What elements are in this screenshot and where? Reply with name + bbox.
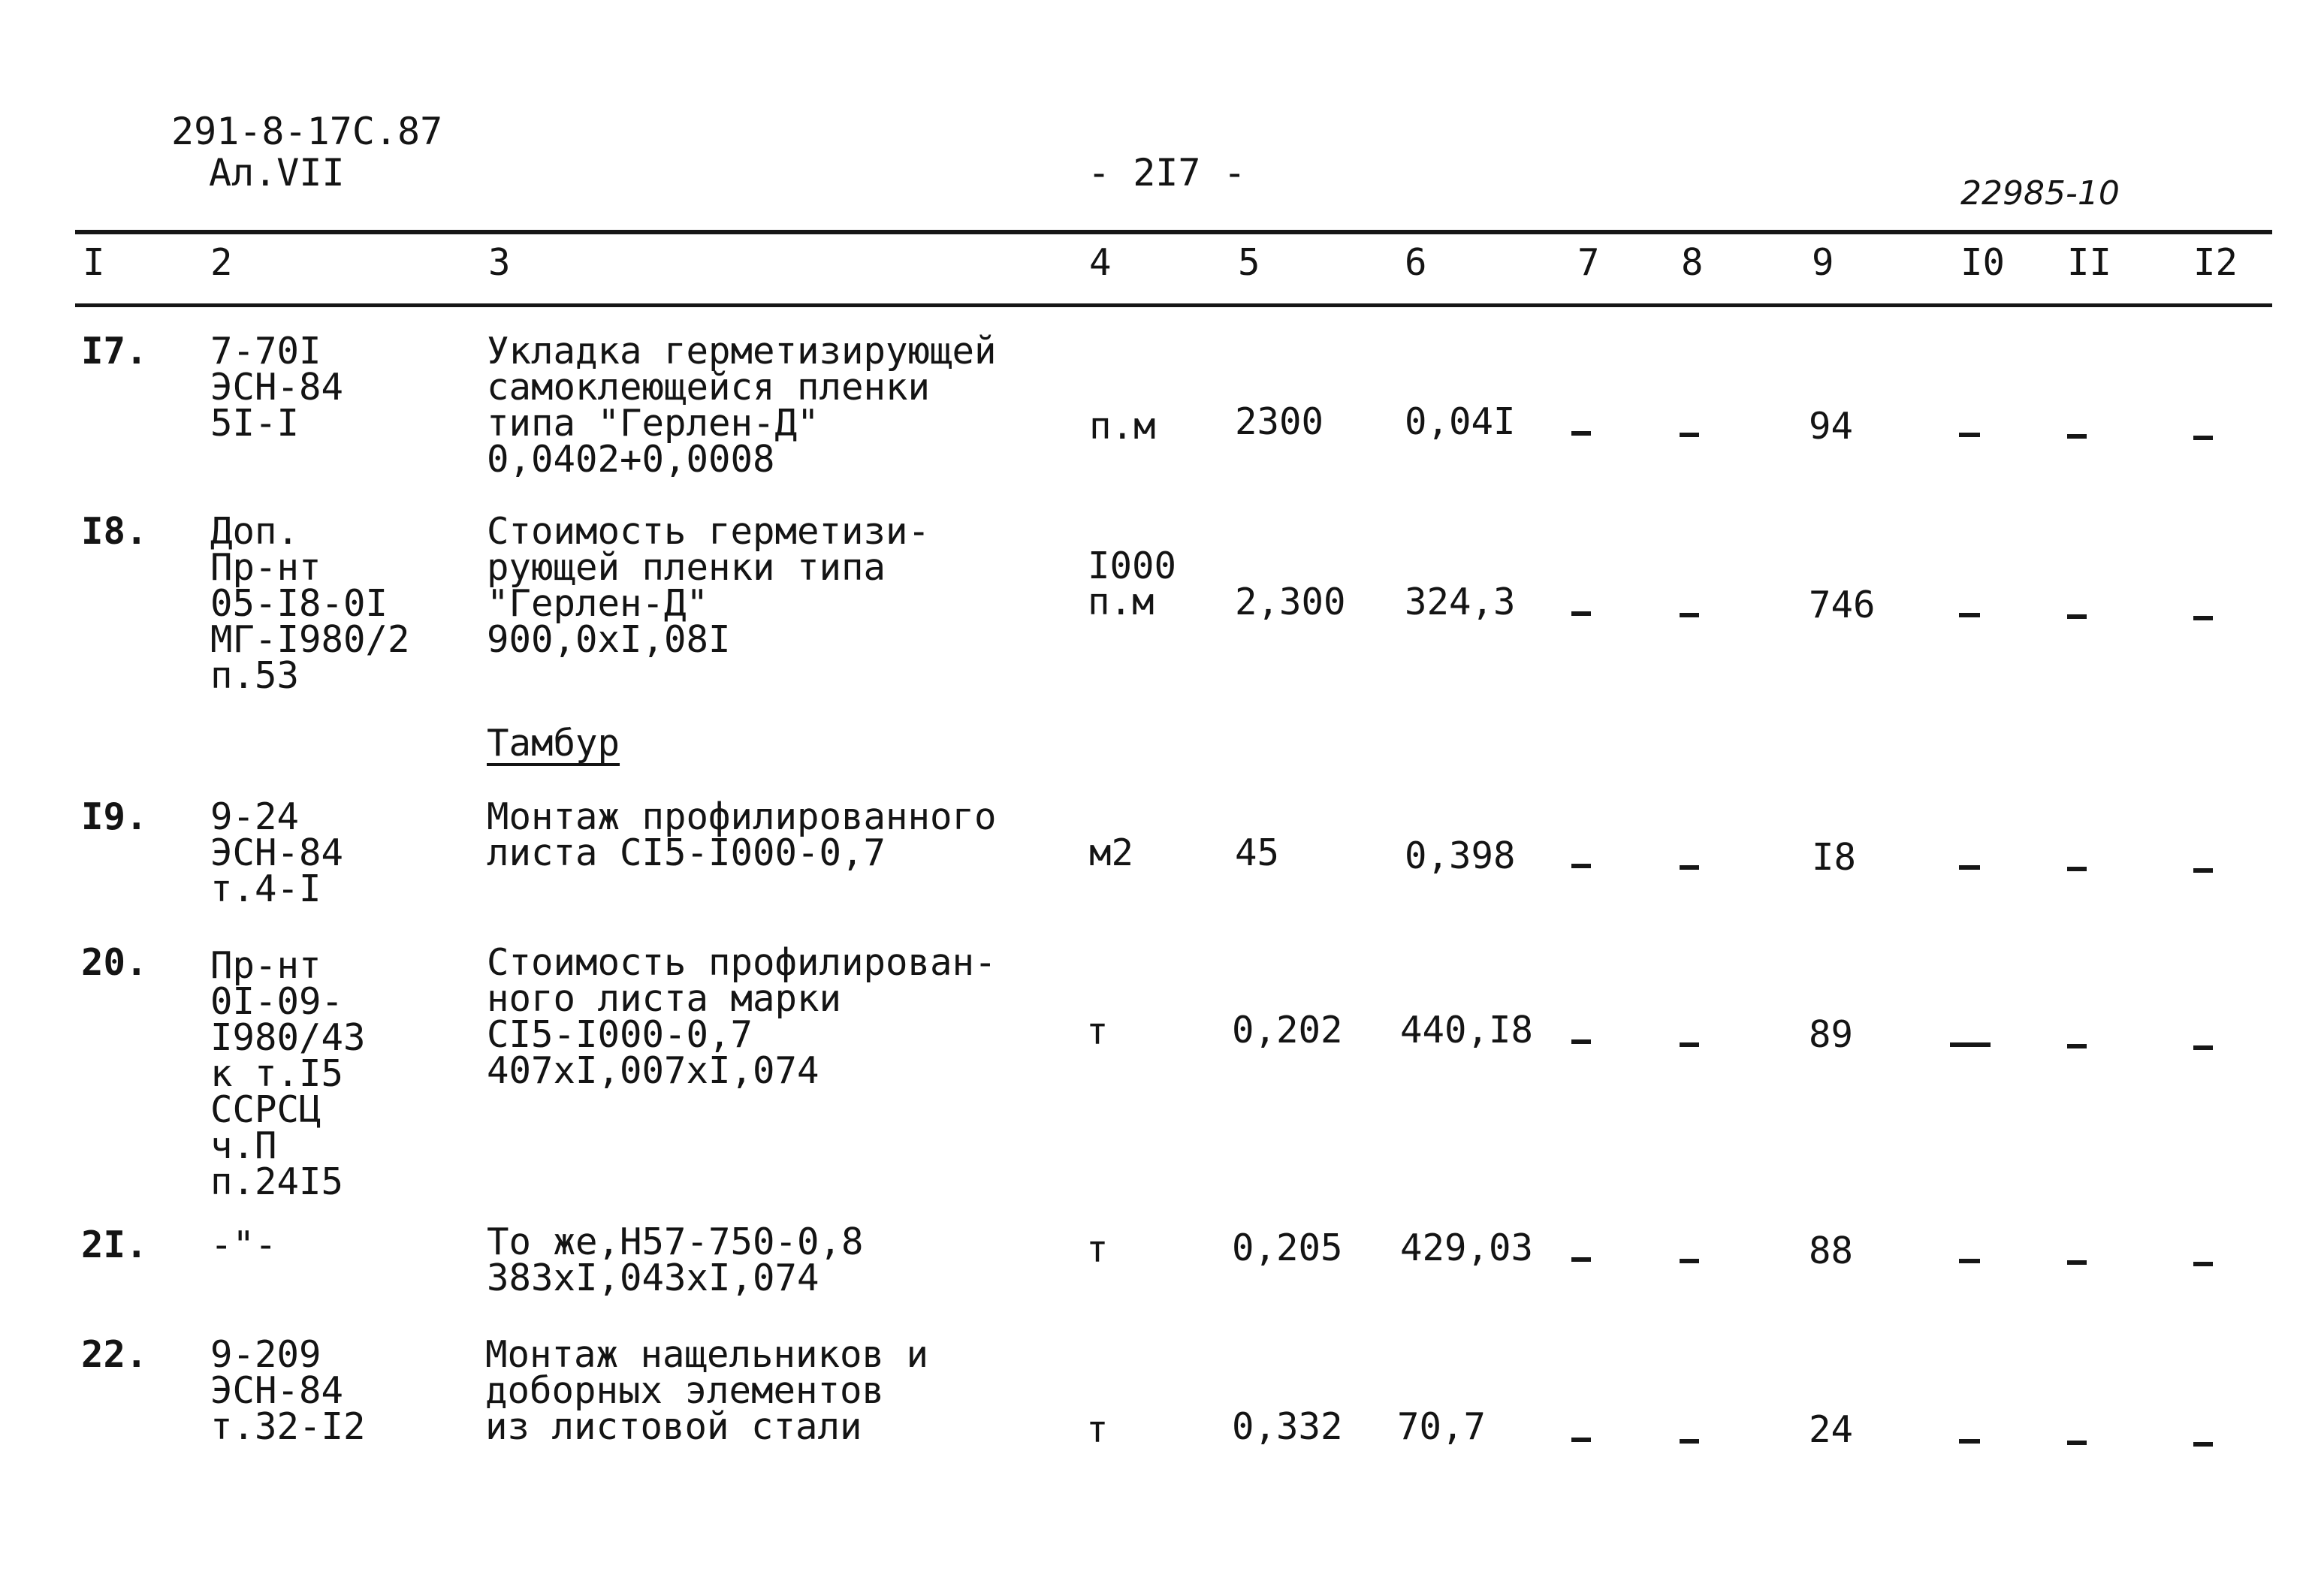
col12-dash	[2193, 1442, 2213, 1447]
column-header-5: 5	[1238, 241, 1260, 284]
col10-dash	[1959, 1439, 1980, 1444]
total-cost: 94	[1809, 405, 1854, 448]
col10-dash	[1959, 1259, 1980, 1263]
col11-dash	[2067, 614, 2087, 619]
col10-dash	[1959, 613, 1980, 617]
work-description: Монтаж нащельников и доборных элементов из листовой стали	[485, 1333, 929, 1448]
norm-code: -"-	[210, 1223, 277, 1266]
row-number: I9.	[81, 795, 148, 838]
col8-dash	[1680, 1439, 1699, 1444]
total-cost: 746	[1809, 584, 1876, 626]
col8-dash	[1680, 613, 1699, 617]
col12-dash	[2193, 436, 2213, 440]
norm-code: Пр-нт 0I-09- I980/43 к т.I5 ССРСЦ ч.П п.24I5	[210, 944, 366, 1203]
total-cost: I8	[1812, 836, 1857, 879]
row-number: 20.	[81, 941, 148, 984]
col10-dash	[1959, 865, 1980, 870]
col7-dash	[1571, 431, 1591, 436]
quantity: 0,205	[1232, 1226, 1343, 1269]
column-header-6: 6	[1405, 241, 1427, 284]
quantity: 0,202	[1232, 1009, 1343, 1051]
unit: п.м	[1089, 405, 1156, 448]
col8-dash	[1680, 1259, 1699, 1263]
column-header-8: 8	[1681, 241, 1704, 284]
unit: м2	[1089, 831, 1134, 874]
column-header-7: 7	[1577, 241, 1600, 284]
col7-dash	[1571, 1039, 1591, 1044]
col11-dash	[2067, 867, 2087, 871]
quantity: 0,332	[1232, 1405, 1343, 1448]
column-header-12: I2	[2193, 241, 2238, 284]
col12-dash	[2193, 1262, 2213, 1266]
col7-dash	[1571, 1257, 1591, 1262]
column-header-3: 3	[488, 241, 511, 284]
table-header-rule	[75, 303, 2272, 307]
column-header-11: II	[2067, 241, 2112, 284]
unit: т	[1086, 1228, 1109, 1271]
col11-dash	[2067, 434, 2087, 439]
row-number: 22.	[81, 1333, 148, 1376]
col7-dash	[1571, 611, 1591, 616]
col8-dash	[1680, 433, 1699, 437]
column-header-9: 9	[1812, 241, 1834, 284]
unit: т	[1086, 1408, 1109, 1451]
col10-dash	[1950, 1042, 1991, 1047]
unit-price: 70,7	[1397, 1405, 1487, 1448]
col11-dash	[2067, 1044, 2087, 1048]
unit-price: 440,I8	[1400, 1009, 1534, 1051]
row-number: 2I.	[81, 1223, 148, 1266]
unit-price: 0,398	[1405, 834, 1516, 877]
col12-dash	[2193, 616, 2213, 620]
document-code: 291-8-17С.87	[171, 110, 443, 153]
column-header-4: 4	[1089, 241, 1112, 284]
unit: т	[1086, 1010, 1109, 1053]
work-description: То же,Н57-750-0,8 383xI,043xI,074	[487, 1220, 864, 1299]
column-header-10: I0	[1960, 241, 2006, 284]
total-cost: 88	[1809, 1229, 1854, 1272]
work-description: Укладка герметизирующей самоклеющейся пленки типа "Герлен-Д" 0,0402+0,0008	[487, 330, 997, 481]
unit-price: 324,3	[1405, 581, 1516, 623]
unit-price: 0,04I	[1405, 400, 1516, 443]
sheet-label: Ал.VII	[209, 151, 345, 195]
col8-dash	[1680, 865, 1699, 870]
column-header-1: I	[83, 241, 105, 284]
col11-dash	[2067, 1441, 2087, 1445]
column-header-2: 2	[210, 241, 233, 284]
row-number: I7.	[81, 330, 148, 373]
unit-price: 429,03	[1400, 1226, 1534, 1269]
table-top-rule	[75, 230, 2272, 234]
archive-number: 22985-10	[1960, 174, 2120, 213]
col11-dash	[2067, 1260, 2087, 1265]
quantity: 45	[1235, 831, 1280, 874]
page-number: - 2I7 -	[1088, 151, 1246, 195]
work-description: Монтаж профилированного листа СI5-I000-0,7	[487, 795, 997, 874]
total-cost: 24	[1809, 1408, 1854, 1451]
col7-dash	[1571, 1438, 1591, 1442]
col10-dash	[1959, 433, 1980, 437]
quantity: 2,300	[1235, 581, 1346, 623]
section-title-tambur: Тамбур	[487, 722, 620, 765]
row-number: I8.	[81, 510, 148, 553]
norm-code: 7-70I ЭСН-84 5I-I	[210, 330, 344, 445]
col12-dash	[2193, 1045, 2213, 1050]
unit: I000 п.м	[1088, 545, 1177, 623]
total-cost: 89	[1809, 1013, 1854, 1056]
work-description: Стоимость профилирован- ного листа марки СI5-I000-0,7 407xI,007xI,074	[487, 941, 997, 1092]
norm-code: Доп. Пр-нт 05-I8-0I МГ-I980/2 п.53	[210, 510, 410, 697]
norm-code: 9-24 ЭСН-84 т.4-I	[210, 795, 344, 910]
quantity: 2300	[1235, 400, 1324, 443]
col8-dash	[1680, 1042, 1699, 1047]
col7-dash	[1571, 864, 1591, 868]
norm-code: 9-209 ЭСН-84 т.32-I2	[210, 1333, 366, 1448]
work-description: Стоимость герметизи- рующей пленки типа "Герлен-Д" 900,0xI,08I	[487, 510, 931, 661]
col12-dash	[2193, 868, 2213, 873]
